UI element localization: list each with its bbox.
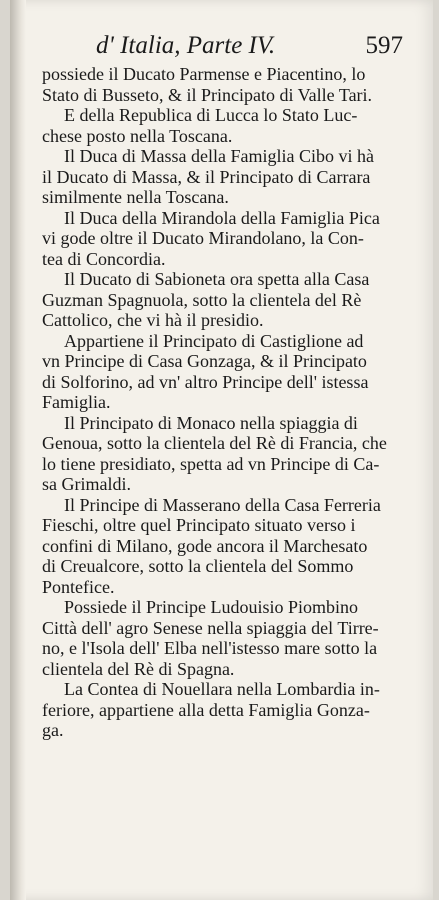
paragraph [42,146,404,208]
text-line: il Ducato di Massa, & il Principato di Carrara [42,166,371,187]
running-head-title: d' Italia, Parte IV. [96,32,276,59]
text-line: no, e l'Isola dell' Elba nell'istesso mare sotto la [42,638,378,658]
text-line: Città dell' agro Senese nella spiaggia del Tirre- [42,617,379,638]
text-line: confini di Milano, gode ancora il Marchesato [42,535,368,556]
text-line: Pontefice. [42,576,115,597]
paragraph [42,208,404,270]
text-line: chese posto nella Toscana. [42,125,233,146]
text-line: sa Grimaldi. [42,474,131,494]
text-line: Il Duca di Massa della Famiglia Cibo vi hà [64,146,374,166]
body-text [42,64,404,741]
text-line: similmente nella Toscana. [42,187,229,207]
text-line: di Creualcore, sotto la clientela del Sommo [42,556,354,576]
text-line: Appartiene il Principato di Castiglione ad [64,330,364,351]
text-line: ga. [42,720,64,740]
text-line: La Contea di Nouellara nella Lombardia in- [64,679,380,699]
text-line: tea di Concordia. [42,248,166,269]
text-line: lo tiene presidiato, spetta ad vn Principe di Ca- [42,453,380,474]
text-line: vn Principe di Casa Gonzaga, & il Principato [42,351,367,371]
text-line: Il Principe di Masserano della Casa Ferreria [64,494,381,515]
paragraph [42,64,404,105]
text-line: Possiede il Principe Ludouisio Piombino [64,597,359,617]
text-line: Stato di Busseto, & il Principato di Valle Tari. [42,84,373,105]
paragraph [42,331,404,413]
text-line: di Solforino, ad vn' altro Principe dell' istessa [42,371,369,392]
text-line: feriore, appartiene alla detta Famiglia Gonza- [42,699,370,720]
text-line: clientela del Rè di Spagna. [42,658,235,679]
text-line: Cattolico, che vi hà il presidio. [42,310,264,330]
text-line: Guzman Spagnuola, sotto la clientela del Rè [42,289,362,310]
paragraph [42,413,404,495]
paragraph [42,679,404,741]
text-line: Fieschi, oltre quel Principato situato verso i [42,515,356,535]
text-line: possiede il Ducato Parmense e Piacentino, lo [42,64,366,84]
text-line: Genoua, sotto la clientela del Rè di Francia, che [42,433,387,453]
page-number: 597 [365,32,403,59]
text-line: Il Duca della Mirandola della Famiglia Pica [64,207,380,228]
text-line: Il Ducato di Sabioneta ora spetta alla Casa [64,269,370,289]
text-line: Famiglia. [42,392,111,412]
page-gutter [10,0,26,900]
paragraph [42,495,404,598]
text-line: vi gode oltre il Ducato Mirandolano, la Con- [42,228,364,248]
paragraph [42,597,404,679]
paragraph [42,105,404,146]
book-page [10,0,433,900]
paragraph [42,269,404,331]
text-line: E della Republica di Lucca lo Stato Luc- [64,105,358,125]
text-line: Il Principato di Monaco nella spiaggia di [64,412,358,433]
